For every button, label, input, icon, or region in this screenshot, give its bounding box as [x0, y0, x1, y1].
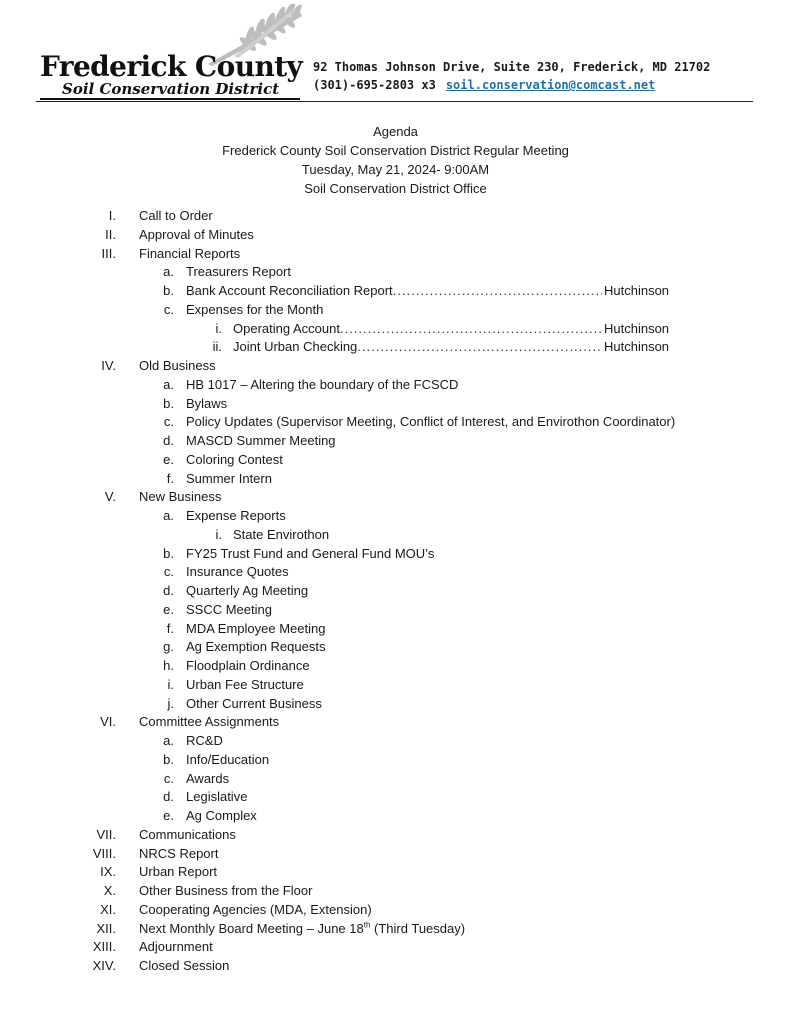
subsubitem-numeral: i.: [215, 320, 222, 336]
address: 92 Thomas Johnson Drive, Suite 230, Frederick, MD 21702: [313, 60, 711, 74]
agenda-subitem: [0, 545, 791, 564]
subitem-letter: f.: [166, 620, 174, 636]
subitem-text: Legislative: [186, 789, 248, 805]
responsible-person: Hutchinson: [604, 320, 670, 336]
subitem-letter: j.: [167, 695, 174, 711]
subitem-text: RC&D: [186, 733, 223, 748]
subitem-letter: a.: [163, 508, 174, 523]
item-text: Approval of Minutes: [139, 226, 254, 242]
subsubitem-leader-line: [233, 320, 602, 339]
item-text: Cooperating Agencies (MDA, Extension): [139, 901, 372, 917]
subitem-text: Other Current Business: [186, 695, 322, 711]
item-number: VIII.: [92, 845, 116, 861]
subitem-letter: b.: [163, 395, 174, 411]
agenda-subitem: [0, 413, 791, 432]
subitem-text: SSCC Meeting: [186, 601, 272, 617]
logo-subtitle: Soil Conservation District: [62, 80, 280, 98]
item-text: Other Business from the Floor: [139, 883, 313, 898]
subitem-text: Expenses for the Month: [186, 301, 324, 317]
item-number: IV.: [101, 358, 116, 373]
agenda-heading: Agenda: [373, 124, 418, 139]
subitem-letter: a.: [163, 733, 174, 748]
agenda-item: [0, 488, 791, 507]
subitem-text: Bank Account Reconciliation Report: [186, 283, 393, 298]
subsubitem-numeral: ii.: [212, 339, 222, 355]
agenda-subitem: [0, 732, 791, 751]
item-number: VII.: [96, 826, 116, 842]
agenda-item: [0, 957, 791, 976]
meeting-location: Soil Conservation District Office: [304, 181, 487, 196]
agenda-subitem: [0, 676, 791, 695]
subitem-text: Bylaws: [186, 395, 228, 411]
subitem-text: MASCD Summer Meeting: [186, 433, 336, 448]
subitem-letter: e.: [163, 601, 174, 617]
subitem-text: Summer Intern: [186, 470, 272, 486]
item-number: X.: [103, 883, 116, 898]
agenda-subitem: [0, 451, 791, 470]
subitem-text: Policy Updates (Supervisor Meeting, Conflict of Interest, and Envirothon Coordinator): [186, 414, 676, 430]
agenda-subitem: [0, 657, 791, 676]
subitem-letter: g.: [163, 639, 174, 655]
agenda-item: [0, 901, 791, 920]
subitem-letter: a.: [163, 264, 174, 280]
dot-leader: [393, 282, 602, 301]
subitem-letter: c.: [163, 414, 174, 430]
subitem-letter: b.: [163, 283, 174, 298]
subitem-text: Urban Fee Structure: [186, 676, 304, 692]
agenda-item: [0, 226, 791, 245]
item-number: VI.: [100, 714, 116, 730]
contact-block: [313, 58, 710, 94]
subsubitem-text: Operating Account: [233, 320, 340, 336]
subitem-letter: f.: [166, 470, 174, 486]
subitem-letter: c.: [163, 301, 174, 317]
subitem-letter: e.: [163, 808, 174, 823]
agenda-subsubitem: [0, 526, 791, 545]
agenda-item: [0, 207, 791, 226]
dot-leader: [340, 320, 602, 339]
subitem-leader-line: [186, 282, 602, 301]
subitem-text: Treasurers Report: [186, 264, 291, 280]
agenda-subitem: [0, 507, 791, 526]
subitem-letter: i.: [167, 676, 174, 692]
dot-leader: [357, 338, 602, 357]
agenda-subitem: [0, 432, 791, 451]
agenda-subitem: [0, 563, 791, 582]
subitem-text: Coloring Contest: [186, 451, 283, 467]
item-text: Urban Report: [139, 864, 218, 880]
agenda-item: [0, 713, 791, 732]
subitem-letter: c.: [163, 564, 174, 580]
item-text-tail: (Third Tuesday): [370, 920, 466, 936]
meeting-date: Tuesday, May 21, 2024- 9:00AM: [301, 162, 490, 177]
item-text: Closed Session: [139, 958, 230, 973]
responsible-person: Hutchinson: [604, 283, 670, 298]
item-text: [139, 920, 465, 939]
item-number: III.: [101, 245, 116, 261]
item-number: XIV.: [92, 958, 116, 973]
agenda-subsubitem: [0, 320, 791, 339]
agenda-item: [0, 826, 791, 845]
subitem-text: Ag Complex: [186, 808, 257, 823]
ordinal-suffix: th: [363, 920, 371, 930]
letterhead: [0, 0, 791, 104]
subitem-text: FY25 Trust Fund and General Fund MOU’s: [186, 545, 435, 561]
subitem-letter: b.: [163, 751, 174, 767]
agenda-title-block: [0, 122, 791, 198]
agenda-subitem: [0, 301, 791, 320]
subitem-text: Expense Reports: [186, 508, 286, 523]
subsubitem-text: State Envirothon: [233, 526, 330, 542]
subitem-text: MDA Employee Meeting: [186, 620, 326, 636]
agenda-subitem: [0, 695, 791, 714]
subitem-text: Floodplain Ordinance: [186, 658, 310, 673]
logo-title: Frederick County: [40, 50, 303, 83]
subsubitem-numeral: i.: [215, 526, 222, 542]
subitem-letter: c.: [163, 770, 174, 786]
agenda-subitem: [0, 582, 791, 601]
item-number: I.: [108, 208, 116, 223]
item-number: II.: [105, 226, 116, 242]
meeting-name: Frederick County Soil Conservation District Regular Meeting: [222, 143, 569, 158]
agenda-subitem: [0, 376, 791, 395]
phone: (301)-695-2803 x3: [313, 78, 436, 92]
agenda-subitem: [0, 282, 791, 301]
agenda-item: [0, 357, 791, 376]
responsible-person: Hutchinson: [604, 339, 670, 355]
agenda-item: [0, 863, 791, 882]
agenda-list: [0, 207, 791, 976]
subitem-letter: d.: [163, 789, 174, 805]
agenda-item: [0, 245, 791, 264]
item-text: Old Business: [139, 358, 216, 373]
item-text: Committee Assignments: [139, 714, 280, 730]
agenda-subitem: [0, 751, 791, 770]
subitem-text: Awards: [186, 770, 230, 786]
subitem-letter: d.: [163, 433, 174, 448]
agenda-subitem: [0, 395, 791, 414]
item-text: Adjournment: [139, 939, 213, 955]
subitem-text: Ag Exemption Requests: [186, 639, 326, 655]
item-number: XI.: [100, 901, 116, 917]
subitem-letter: h.: [163, 658, 174, 673]
agenda-subitem: [0, 788, 791, 807]
subitem-text: Insurance Quotes: [186, 564, 289, 580]
item-text: Call to Order: [139, 208, 213, 223]
district-logo: [36, 4, 306, 100]
item-text: New Business: [139, 489, 222, 505]
agenda-subitem: [0, 807, 791, 826]
agenda-item: [0, 882, 791, 901]
item-number: V.: [104, 489, 116, 505]
agenda-item: [0, 920, 791, 939]
agenda-subitem: [0, 601, 791, 620]
subsubitem-text: Joint Urban Checking: [233, 339, 358, 355]
agenda-subitem: [0, 638, 791, 657]
subitem-letter: a.: [163, 376, 174, 392]
item-text: Financial Reports: [139, 245, 241, 261]
subitem-text: Info/Education: [186, 751, 270, 767]
agenda-subitem: [0, 263, 791, 282]
agenda-item: [0, 845, 791, 864]
subitem-letter: e.: [163, 451, 174, 467]
agenda-subitem: [0, 470, 791, 489]
agenda-subsubitem: [0, 338, 791, 357]
subitem-text: Quarterly Ag Meeting: [186, 583, 309, 598]
subitem-letter: b.: [163, 545, 174, 561]
agenda-subitem: [0, 620, 791, 639]
item-number: XIII.: [92, 939, 116, 955]
logo-underline: [40, 98, 300, 100]
item-number: IX.: [100, 864, 116, 880]
subitem-letter: d.: [163, 583, 174, 598]
item-text: Communications: [139, 826, 236, 842]
item-text-main: Next Monthly Board Meeting – June 18: [139, 920, 364, 936]
header-divider: [36, 101, 753, 102]
subitem-text: HB 1017 – Altering the boundary of the FCSCD: [186, 376, 459, 392]
agenda-subitem: [0, 770, 791, 789]
subsubitem-leader-line: [233, 338, 602, 357]
email-link[interactable]: soil.conservation@comcast.net: [445, 78, 656, 92]
item-text: NRCS Report: [139, 845, 219, 861]
item-number: XII.: [96, 920, 116, 936]
agenda-item: [0, 938, 791, 957]
phone-email-line: [313, 76, 710, 94]
